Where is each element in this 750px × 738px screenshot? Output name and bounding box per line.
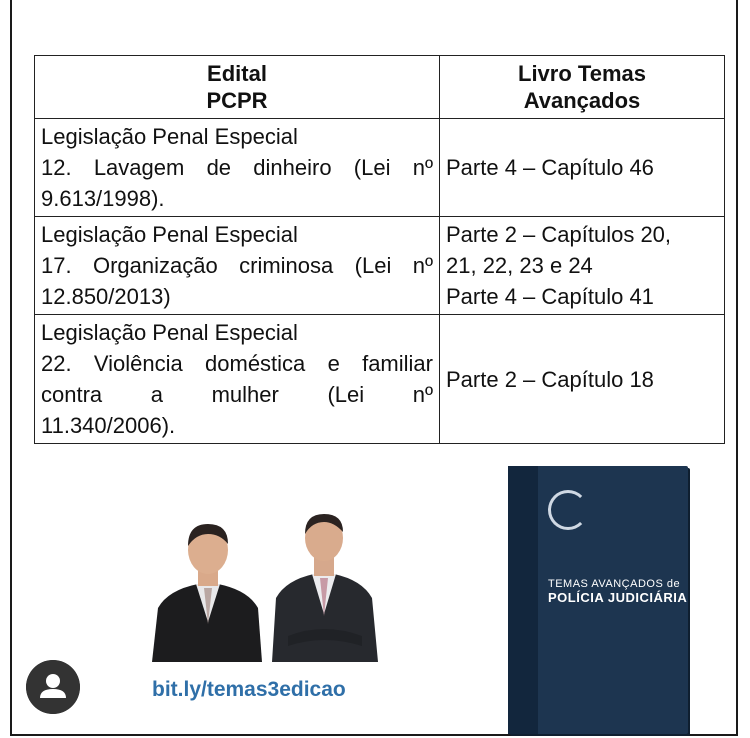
header-edital-line1: Edital: [207, 61, 267, 86]
header-edital: [35, 56, 440, 119]
row-2-livro-line: Parte 2 – Capítulos 20,: [446, 222, 672, 247]
table-row: [35, 119, 725, 217]
row-2-livro-cell: [440, 217, 725, 315]
book-title-line1: TEMAS AVANÇADOS de: [548, 578, 681, 590]
row-3-livro-cell: [440, 315, 725, 444]
promo-link[interactable]: bit.ly/temas3edicao: [152, 678, 346, 701]
row-3-edital-line: contra a mulher (Lei nº: [41, 382, 433, 407]
row-3-edital-cell: [35, 315, 440, 444]
authors-photo: [148, 512, 380, 662]
table-row: [35, 217, 725, 315]
header-livro-line2: Avançados: [523, 88, 641, 113]
book-cover-image: [508, 466, 688, 734]
table-row: [35, 315, 725, 444]
header-edital-line2: PCPR: [206, 88, 268, 113]
author-right-figure: [272, 514, 378, 662]
row-1-edital-line: 12. Lavagem de dinheiro (Lei nº: [41, 155, 433, 180]
comparison-table: [34, 55, 725, 444]
row-2-edital-line: Legislação Penal Especial: [41, 222, 298, 247]
row-2-livro-line: Parte 4 – Capítulo 41: [446, 284, 654, 309]
row-2-livro-line: 21, 22, 23 e 24: [446, 253, 593, 278]
row-2-edital-cell: [35, 217, 440, 315]
row-3-edital-line: Legislação Penal Especial: [41, 320, 298, 345]
row-3-edital-line: 11.340/2006).: [41, 413, 176, 438]
header-livro-line1: Livro Temas: [518, 61, 646, 86]
book-title-line2: POLÍCIA JUDICIÁRIA: [548, 590, 688, 605]
header-livro: [440, 56, 725, 119]
row-1-livro-line: Parte 4 – Capítulo 46: [446, 155, 654, 180]
row-1-edital-line: 9.613/1998).: [41, 186, 165, 211]
book-title: [548, 578, 688, 604]
user-avatar-icon[interactable]: [26, 660, 80, 714]
publisher-logo-icon: [548, 490, 588, 530]
row-3-livro-line: Parte 2 – Capítulo 18: [446, 366, 654, 392]
row-1-edital-cell: [35, 119, 440, 217]
book-spine: [508, 466, 538, 734]
row-3-edital-line: 22. Violência doméstica e familiar: [41, 351, 433, 376]
row-1-edital-line: Legislação Penal Especial: [41, 124, 298, 149]
table-header-row: [35, 56, 725, 119]
author-left-figure: [152, 524, 262, 662]
row-2-edital-line: 17. Organização criminosa (Lei nº: [41, 253, 433, 278]
row-2-edital-line: 12.850/2013): [41, 284, 171, 309]
row-1-livro-cell: [440, 119, 725, 217]
